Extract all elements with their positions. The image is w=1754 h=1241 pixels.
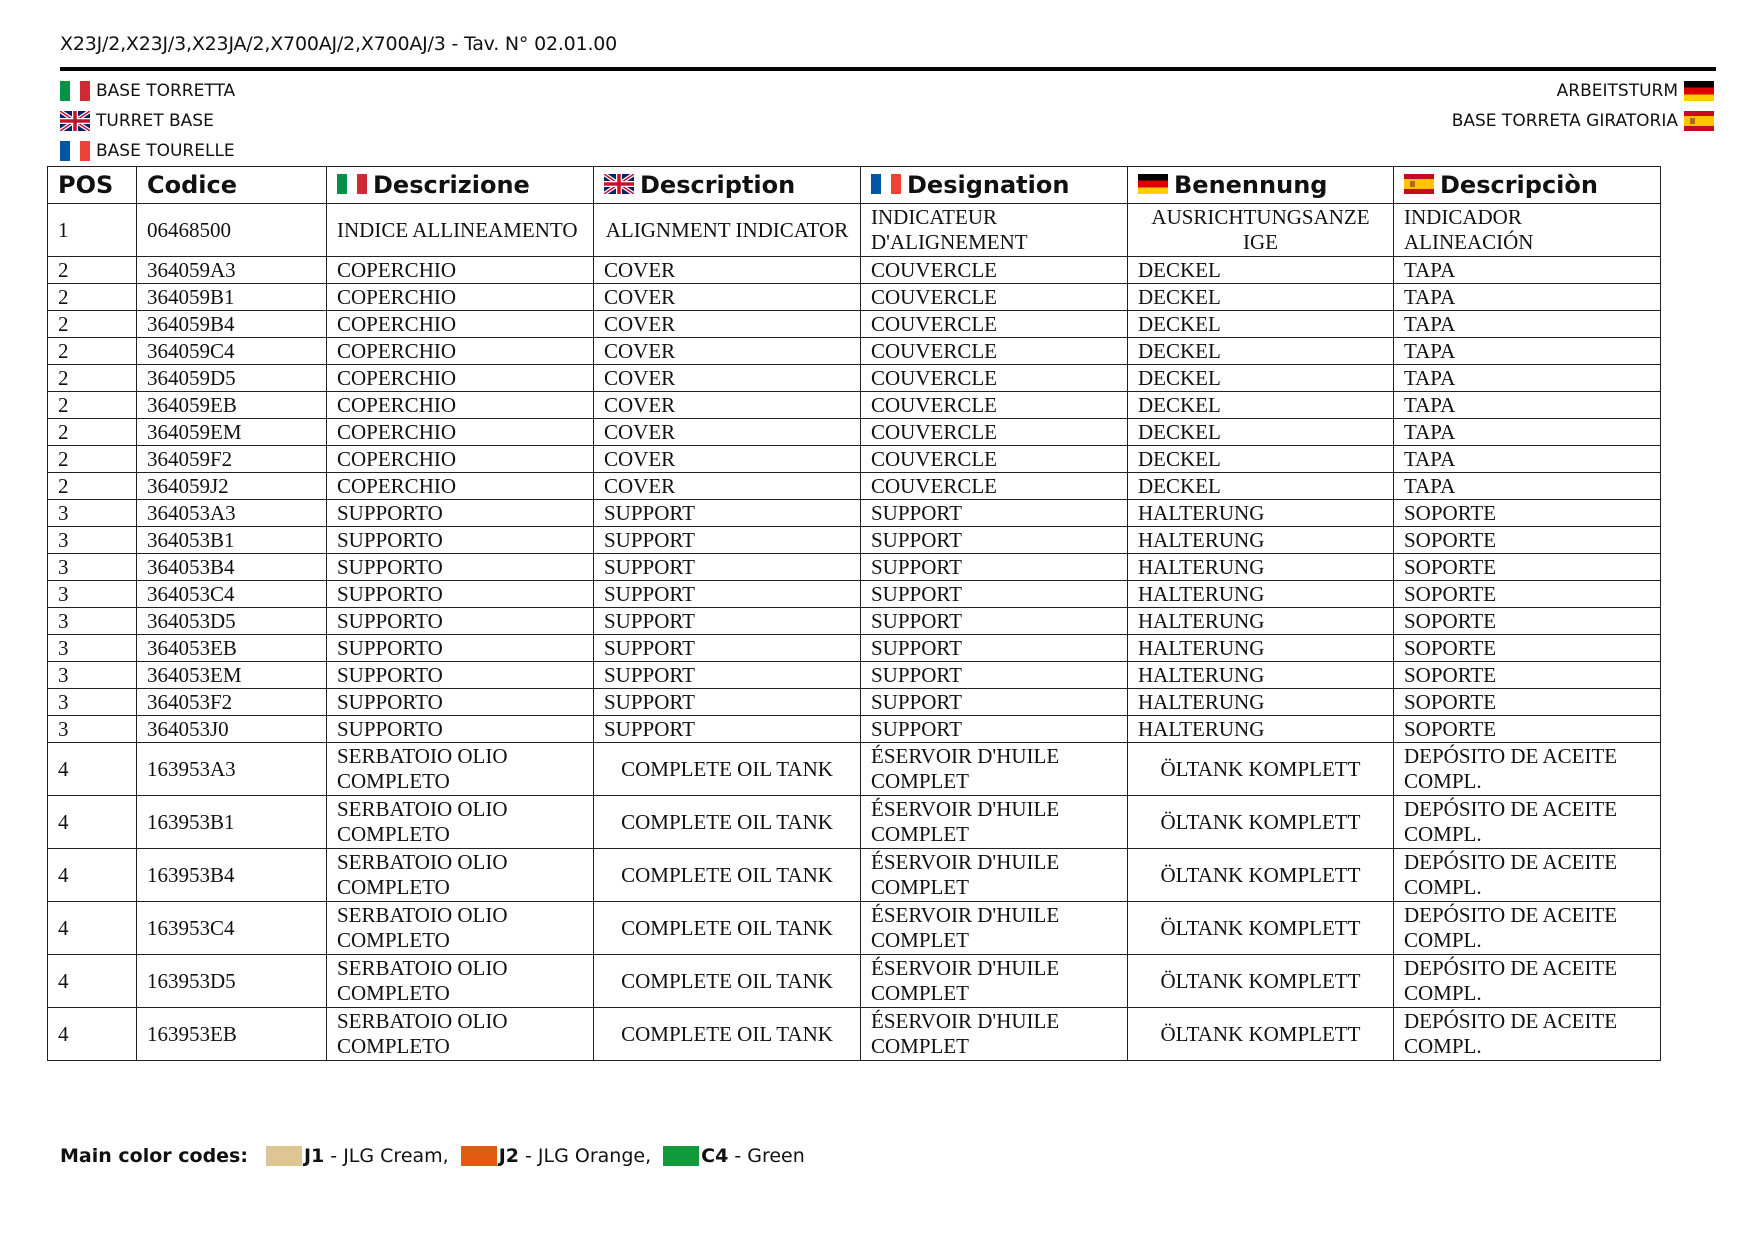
cell-it: SUPPORTO: [327, 500, 594, 527]
cell-fr: SUPPORT: [861, 554, 1128, 581]
cell-code: 163953EB: [137, 1008, 327, 1061]
cell-pos: 3: [48, 608, 137, 635]
cell-it: SUPPORTO: [327, 662, 594, 689]
uk-flag-icon: [604, 174, 634, 194]
cell-it: COPERCHIO: [327, 284, 594, 311]
cell-de: HALTERUNG: [1128, 554, 1394, 581]
header-it: [327, 167, 594, 204]
legend-item-fr: [60, 136, 235, 166]
table-row: [48, 204, 1661, 257]
cell-code: 364059F2: [137, 446, 327, 473]
cell-es: SOPORTE: [1394, 689, 1661, 716]
cell-de: DECKEL: [1128, 257, 1394, 284]
table-row: [48, 635, 1661, 662]
cell-pos: 2: [48, 473, 137, 500]
cell-fr: SUPPORT: [861, 635, 1128, 662]
cell-pos: 2: [48, 338, 137, 365]
header-label: Descripciòn: [1440, 171, 1598, 199]
table-row: [48, 689, 1661, 716]
header-label: Description: [640, 171, 796, 199]
table-row: [48, 955, 1661, 1008]
cell-fr: SUPPORT: [861, 689, 1128, 716]
cell-pos: 2: [48, 311, 137, 338]
cell-it: SUPPORTO: [327, 689, 594, 716]
cell-en: COVER: [594, 392, 861, 419]
cell-pos: 3: [48, 662, 137, 689]
table-row: [48, 902, 1661, 955]
es-flag-icon: [1684, 111, 1714, 131]
cell-it: COPERCHIO: [327, 419, 594, 446]
cell-de: DECKEL: [1128, 338, 1394, 365]
cell-de: HALTERUNG: [1128, 581, 1394, 608]
header-label: Codice: [147, 171, 238, 199]
cell-pos: 4: [48, 902, 137, 955]
cell-es: INDICADOR ALINEACIÓN: [1394, 204, 1661, 257]
cell-pos: 3: [48, 554, 137, 581]
cell-code: 364053F2: [137, 689, 327, 716]
cell-code: 163953B4: [137, 849, 327, 902]
header-es: [1394, 167, 1661, 204]
cell-fr: COUVERCLE: [861, 365, 1128, 392]
cell-pos: 2: [48, 446, 137, 473]
header-fr: [861, 167, 1128, 204]
cell-it: COPERCHIO: [327, 257, 594, 284]
legend-text: ARBEITSTURM: [1556, 81, 1678, 101]
cell-es: TAPA: [1394, 392, 1661, 419]
cell-code: 163953C4: [137, 902, 327, 955]
cell-en: COVER: [594, 311, 861, 338]
cell-fr: ÉSERVOIR D'HUILE COMPLET: [861, 1008, 1128, 1061]
legend-text: BASE TORRETA GIRATORIA: [1451, 111, 1678, 131]
color-code: J1: [303, 1145, 325, 1167]
cell-it: COPERCHIO: [327, 365, 594, 392]
cell-fr: ÉSERVOIR D'HUILE COMPLET: [861, 743, 1128, 796]
cell-pos: 3: [48, 581, 137, 608]
table-row: [48, 554, 1661, 581]
cell-pos: 1: [48, 204, 137, 257]
cell-en: COMPLETE OIL TANK: [594, 743, 861, 796]
cell-it: SERBATOIO OLIO COMPLETO: [327, 743, 594, 796]
table-row: [48, 419, 1661, 446]
cell-en: SUPPORT: [594, 500, 861, 527]
uk-flag-icon: [60, 111, 90, 131]
table-row: [48, 581, 1661, 608]
cell-es: TAPA: [1394, 284, 1661, 311]
cell-es: DEPÓSITO DE ACEITE COMPL.: [1394, 1008, 1661, 1061]
cell-es: TAPA: [1394, 446, 1661, 473]
cell-code: 364059B4: [137, 311, 327, 338]
cell-es: DEPÓSITO DE ACEITE COMPL.: [1394, 849, 1661, 902]
color-code-j1: [266, 1145, 449, 1167]
cell-de: DECKEL: [1128, 284, 1394, 311]
cell-de: ÖLTANK KOMPLETT: [1128, 902, 1394, 955]
cell-en: COMPLETE OIL TANK: [594, 796, 861, 849]
legend-right: [1452, 76, 1714, 136]
cell-es: TAPA: [1394, 419, 1661, 446]
cell-en: SUPPORT: [594, 608, 861, 635]
cell-it: SUPPORTO: [327, 608, 594, 635]
cell-fr: SUPPORT: [861, 581, 1128, 608]
cell-de: HALTERUNG: [1128, 716, 1394, 743]
cell-fr: SUPPORT: [861, 716, 1128, 743]
color-code: C4: [701, 1145, 729, 1167]
cell-code: 364053A3: [137, 500, 327, 527]
cell-de: ÖLTANK KOMPLETT: [1128, 743, 1394, 796]
table-row: [48, 608, 1661, 635]
cell-code: 163953D5: [137, 955, 327, 1008]
cell-es: TAPA: [1394, 257, 1661, 284]
cell-de: ÖLTANK KOMPLETT: [1128, 849, 1394, 902]
cell-code: 364059EM: [137, 419, 327, 446]
cell-de: ÖLTANK KOMPLETT: [1128, 1008, 1394, 1061]
color-swatch-c4: [663, 1146, 699, 1166]
color-code: J2: [498, 1145, 519, 1167]
cell-es: DEPÓSITO DE ACEITE COMPL.: [1394, 743, 1661, 796]
cell-en: ALIGNMENT INDICATOR: [594, 204, 861, 257]
color-swatch-j2: [461, 1146, 497, 1166]
cell-code: 364059C4: [137, 338, 327, 365]
cell-pos: 2: [48, 392, 137, 419]
cell-pos: 3: [48, 689, 137, 716]
legend-text: BASE TORRETTA: [96, 81, 236, 101]
es-flag-icon: [1404, 174, 1434, 194]
cell-en: COVER: [594, 338, 861, 365]
color-name: - Green: [728, 1145, 805, 1167]
cell-es: SOPORTE: [1394, 500, 1661, 527]
cell-code: 364053B1: [137, 527, 327, 554]
cell-pos: 3: [48, 500, 137, 527]
cell-es: TAPA: [1394, 311, 1661, 338]
table-row: [48, 473, 1661, 500]
cell-en: SUPPORT: [594, 554, 861, 581]
cell-en: COVER: [594, 284, 861, 311]
cell-fr: COUVERCLE: [861, 338, 1128, 365]
fr-flag-icon: [60, 141, 90, 161]
cell-it: SUPPORTO: [327, 527, 594, 554]
cell-pos: 4: [48, 1008, 137, 1061]
table-row: [48, 1008, 1661, 1061]
cell-code: 364053C4: [137, 581, 327, 608]
cell-fr: COUVERCLE: [861, 392, 1128, 419]
cell-es: DEPÓSITO DE ACEITE COMPL.: [1394, 796, 1661, 849]
header-label: Benennung: [1174, 171, 1328, 199]
cell-pos: 3: [48, 527, 137, 554]
cell-en: COMPLETE OIL TANK: [594, 902, 861, 955]
cell-it: SERBATOIO OLIO COMPLETO: [327, 849, 594, 902]
cell-code: 364053EM: [137, 662, 327, 689]
legend-item-en: [60, 106, 235, 136]
cell-fr: SUPPORT: [861, 608, 1128, 635]
table-row: [48, 500, 1661, 527]
cell-en: SUPPORT: [594, 635, 861, 662]
cell-de: ÖLTANK KOMPLETT: [1128, 796, 1394, 849]
cell-fr: SUPPORT: [861, 527, 1128, 554]
cell-en: COVER: [594, 446, 861, 473]
table-row: [48, 311, 1661, 338]
cell-code: 163953A3: [137, 743, 327, 796]
cell-code: 06468500: [137, 204, 327, 257]
cell-it: SERBATOIO OLIO COMPLETO: [327, 902, 594, 955]
header-label: Designation: [907, 171, 1070, 199]
cell-fr: SUPPORT: [861, 500, 1128, 527]
parts-table: [47, 166, 1661, 1061]
cell-it: COPERCHIO: [327, 473, 594, 500]
de-flag-icon: [1138, 174, 1168, 194]
legend-text: TURRET BASE: [96, 111, 214, 131]
table-row: [48, 849, 1661, 902]
table-row: [48, 338, 1661, 365]
table-row: [48, 796, 1661, 849]
color-codes-label: Main color codes:: [60, 1145, 248, 1167]
cell-code: 364053J0: [137, 716, 327, 743]
cell-en: COVER: [594, 419, 861, 446]
cell-de: DECKEL: [1128, 419, 1394, 446]
color-code-j2: [461, 1145, 651, 1167]
cell-en: COVER: [594, 257, 861, 284]
color-code-c4: [663, 1145, 805, 1167]
cell-code: 364053EB: [137, 635, 327, 662]
table-row: [48, 743, 1661, 796]
cell-pos: 2: [48, 284, 137, 311]
cell-en: SUPPORT: [594, 581, 861, 608]
legend-item-es: [1452, 106, 1714, 136]
cell-de: DECKEL: [1128, 446, 1394, 473]
header-en: [594, 167, 861, 204]
cell-fr: ÉSERVOIR D'HUILE COMPLET: [861, 796, 1128, 849]
cell-de: HALTERUNG: [1128, 662, 1394, 689]
cell-de: HALTERUNG: [1128, 689, 1394, 716]
color-swatch-j1: [266, 1146, 302, 1166]
cell-it: SERBATOIO OLIO COMPLETO: [327, 955, 594, 1008]
cell-es: SOPORTE: [1394, 662, 1661, 689]
cell-it: SUPPORTO: [327, 716, 594, 743]
cell-fr: COUVERCLE: [861, 419, 1128, 446]
table-row: [48, 446, 1661, 473]
it-flag-icon: [60, 81, 90, 101]
cell-de: HALTERUNG: [1128, 500, 1394, 527]
cell-pos: 3: [48, 635, 137, 662]
cell-pos: 2: [48, 365, 137, 392]
cell-de: HALTERUNG: [1128, 635, 1394, 662]
legend-left: [60, 76, 235, 166]
cell-it: COPERCHIO: [327, 338, 594, 365]
title-divider: [60, 67, 1716, 71]
cell-fr: SUPPORT: [861, 662, 1128, 689]
cell-it: COPERCHIO: [327, 446, 594, 473]
cell-fr: COUVERCLE: [861, 311, 1128, 338]
table-row: [48, 257, 1661, 284]
cell-en: SUPPORT: [594, 716, 861, 743]
cell-es: TAPA: [1394, 338, 1661, 365]
table-row: [48, 527, 1661, 554]
legend-item-de: [1452, 76, 1714, 106]
cell-de: HALTERUNG: [1128, 527, 1394, 554]
cell-fr: COUVERCLE: [861, 284, 1128, 311]
cell-code: 364059A3: [137, 257, 327, 284]
cell-code: 163953B1: [137, 796, 327, 849]
header-code: [137, 167, 327, 204]
cell-it: SUPPORTO: [327, 581, 594, 608]
cell-it: SERBATOIO OLIO COMPLETO: [327, 796, 594, 849]
cell-es: SOPORTE: [1394, 635, 1661, 662]
cell-pos: 4: [48, 849, 137, 902]
header-label: POS: [58, 171, 114, 199]
cell-code: 364059J2: [137, 473, 327, 500]
cell-fr: ÉSERVOIR D'HUILE COMPLET: [861, 955, 1128, 1008]
it-flag-icon: [337, 174, 367, 194]
cell-de: DECKEL: [1128, 365, 1394, 392]
cell-it: SUPPORTO: [327, 635, 594, 662]
cell-es: SOPORTE: [1394, 527, 1661, 554]
fr-flag-icon: [871, 174, 901, 194]
cell-es: TAPA: [1394, 473, 1661, 500]
cell-code: 364053B4: [137, 554, 327, 581]
color-name: - JLG Orange,: [519, 1145, 652, 1167]
table-row: [48, 662, 1661, 689]
table-header-row: [48, 167, 1661, 204]
cell-de: AUSRICHTUNGSANZE IGE: [1128, 204, 1394, 257]
cell-de: HALTERUNG: [1128, 608, 1394, 635]
cell-en: SUPPORT: [594, 689, 861, 716]
cell-es: SOPORTE: [1394, 554, 1661, 581]
cell-es: DEPÓSITO DE ACEITE COMPL.: [1394, 955, 1661, 1008]
cell-pos: 4: [48, 743, 137, 796]
cell-pos: 2: [48, 257, 137, 284]
cell-code: 364059B1: [137, 284, 327, 311]
color-name: - JLG Cream,: [324, 1145, 449, 1167]
table-row: [48, 392, 1661, 419]
cell-en: COMPLETE OIL TANK: [594, 1008, 861, 1061]
cell-it: INDICE ALLINEAMENTO: [327, 204, 594, 257]
header-label: Descrizione: [373, 171, 530, 199]
cell-en: COVER: [594, 365, 861, 392]
cell-es: SOPORTE: [1394, 716, 1661, 743]
cell-en: COVER: [594, 473, 861, 500]
cell-pos: 3: [48, 716, 137, 743]
cell-en: COMPLETE OIL TANK: [594, 955, 861, 1008]
cell-it: COPERCHIO: [327, 311, 594, 338]
cell-it: SERBATOIO OLIO COMPLETO: [327, 1008, 594, 1061]
cell-pos: 2: [48, 419, 137, 446]
cell-fr: ÉSERVOIR D'HUILE COMPLET: [861, 902, 1128, 955]
cell-pos: 4: [48, 955, 137, 1008]
cell-de: ÖLTANK KOMPLETT: [1128, 955, 1394, 1008]
cell-es: DEPÓSITO DE ACEITE COMPL.: [1394, 902, 1661, 955]
table-row: [48, 284, 1661, 311]
cell-es: TAPA: [1394, 365, 1661, 392]
cell-es: SOPORTE: [1394, 608, 1661, 635]
cell-code: 364053D5: [137, 608, 327, 635]
cell-en: SUPPORT: [594, 662, 861, 689]
table-row: [48, 716, 1661, 743]
cell-it: COPERCHIO: [327, 392, 594, 419]
cell-fr: INDICATEUR D'ALIGNEMENT: [861, 204, 1128, 257]
header-pos: [48, 167, 137, 204]
cell-de: DECKEL: [1128, 392, 1394, 419]
parts-table-body: [48, 204, 1661, 1061]
cell-fr: COUVERCLE: [861, 473, 1128, 500]
cell-de: DECKEL: [1128, 311, 1394, 338]
cell-fr: COUVERCLE: [861, 257, 1128, 284]
cell-fr: COUVERCLE: [861, 446, 1128, 473]
document-title: X23J/2,X23J/3,X23JA/2,X700AJ/2,X700AJ/3 - Tav. N° 02.01.00: [60, 33, 618, 55]
cell-code: 364059D5: [137, 365, 327, 392]
cell-en: COMPLETE OIL TANK: [594, 849, 861, 902]
cell-es: SOPORTE: [1394, 581, 1661, 608]
legend-text: BASE TOURELLE: [96, 141, 235, 161]
cell-code: 364059EB: [137, 392, 327, 419]
cell-en: SUPPORT: [594, 527, 861, 554]
cell-fr: ÉSERVOIR D'HUILE COMPLET: [861, 849, 1128, 902]
color-codes: [60, 1145, 817, 1167]
cell-it: SUPPORTO: [327, 554, 594, 581]
header-de: [1128, 167, 1394, 204]
de-flag-icon: [1684, 81, 1714, 101]
cell-de: DECKEL: [1128, 473, 1394, 500]
cell-pos: 4: [48, 796, 137, 849]
table-row: [48, 365, 1661, 392]
legend-item-it: [60, 76, 235, 106]
